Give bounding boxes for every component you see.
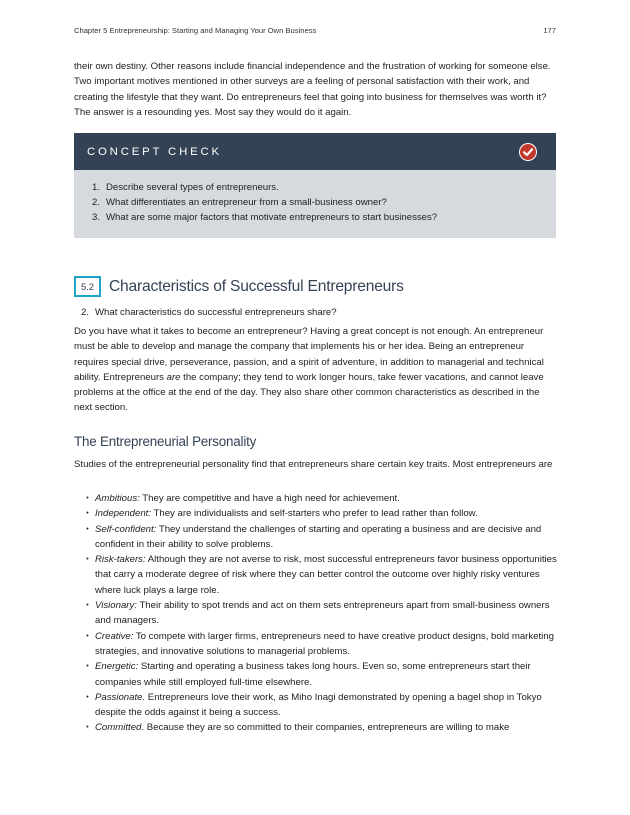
chapter-title: Chapter 5 Entrepreneurship: Starting and Managing Your Own Business [74,25,317,35]
list-item: • Independent: They are individualists and self-starters who prefer to lead rather than follow. [86,508,478,520]
running-header [74,23,556,37]
check-circle-icon [519,143,537,161]
section-paragraph: Do you have what it takes to become an entrepreneur? Having a great concept is not enough. An entrepreneur must be able to develop and manage the company that implements his or her idea. Being an entrepreneur requires special drive, perseverance, passion, and a spirit of adventure, in addition to managerial and technical ability. Entrepreneurs are the company; they tend to work longer hours, take fewer vacations, and cannot leave problems at the office at the end of the day. They also share other common characteristics as described in the next section. [74,326,544,414]
concept-check-header [74,133,556,170]
list-item: • Committed. Because they are so committed to their companies, entrepreneurs are willing to make [86,722,510,734]
list-item: • Creative: To compete with larger firms, entrepreneurs need to have creative product designs, bold marketing strategies, and innovative solutions to managerial problems. [86,630,554,657]
list-item: • Self-confident: They understand the challenges of starting and operating a business and are decisive and confident in their ability to solve problems. [86,523,542,550]
list-item: 1. Describe several types of entrepreneurs. [91,182,279,193]
section-title: Characteristics of Successful Entrepreneurs [109,277,404,295]
learning-objective: 2. What characteristics do successful entrepreneurs share? [80,307,337,318]
list-item: • Visionary: Their ability to spot trends and act on them sets entrepreneurs apart from small-business owners and managers. [86,600,550,627]
subsection-intro: Studies of the entrepreneurial personality find that entrepreneurs share certain key traits. Most entrepreneurs are [74,459,553,470]
list-item: 2. What differentiates an entrepreneur from a small-business owner? [91,197,387,208]
concept-check-list [74,180,556,225]
section-number-badge: 5.2 [74,276,101,297]
traits-list [74,491,558,736]
list-item: • Passionate. Entrepreneurs love their work, as Miho Inagi demonstrated by opening a bagel shop in Tokyo despite the odds against it being a success. [86,691,542,719]
list-item: • Ambitious: They are competitive and have a high need for achievement. [86,493,400,504]
list-item: 3. What are some major factors that motivate entrepreneurs to start businesses? [91,212,438,223]
concept-check-title: CONCEPT CHECK [87,145,222,158]
section-heading [74,276,404,297]
subsection-title: The Entrepreneurial Personality [74,434,257,449]
page-number: 177 [543,25,556,35]
intro-paragraph: their own destiny. Other reasons include financial independence and the frustration of working for someone else. Two important motives mentioned in other surveys are a feeling of personal satisfaction with their work, and creating the lifestyle that they want. Do entrepreneurs feel that going into business for themselves was worth it? The answer is a resounding yes. Most say they would do it again. [74,61,551,118]
list-item: • Energetic: Starting and operating a business takes long hours. Even so, some entrepreneurs start their companies while still employed full-time elsewhere. [86,661,531,688]
list-item: • Risk-takers: Although they are not averse to risk, most successful entrepreneurs favor business opportunities that carry a moderate degree of risk where they can better control the outcome over highly risky ventures where luck plays a large role. [86,554,557,596]
concept-check-box [74,133,556,238]
emphasis: are [166,371,181,383]
